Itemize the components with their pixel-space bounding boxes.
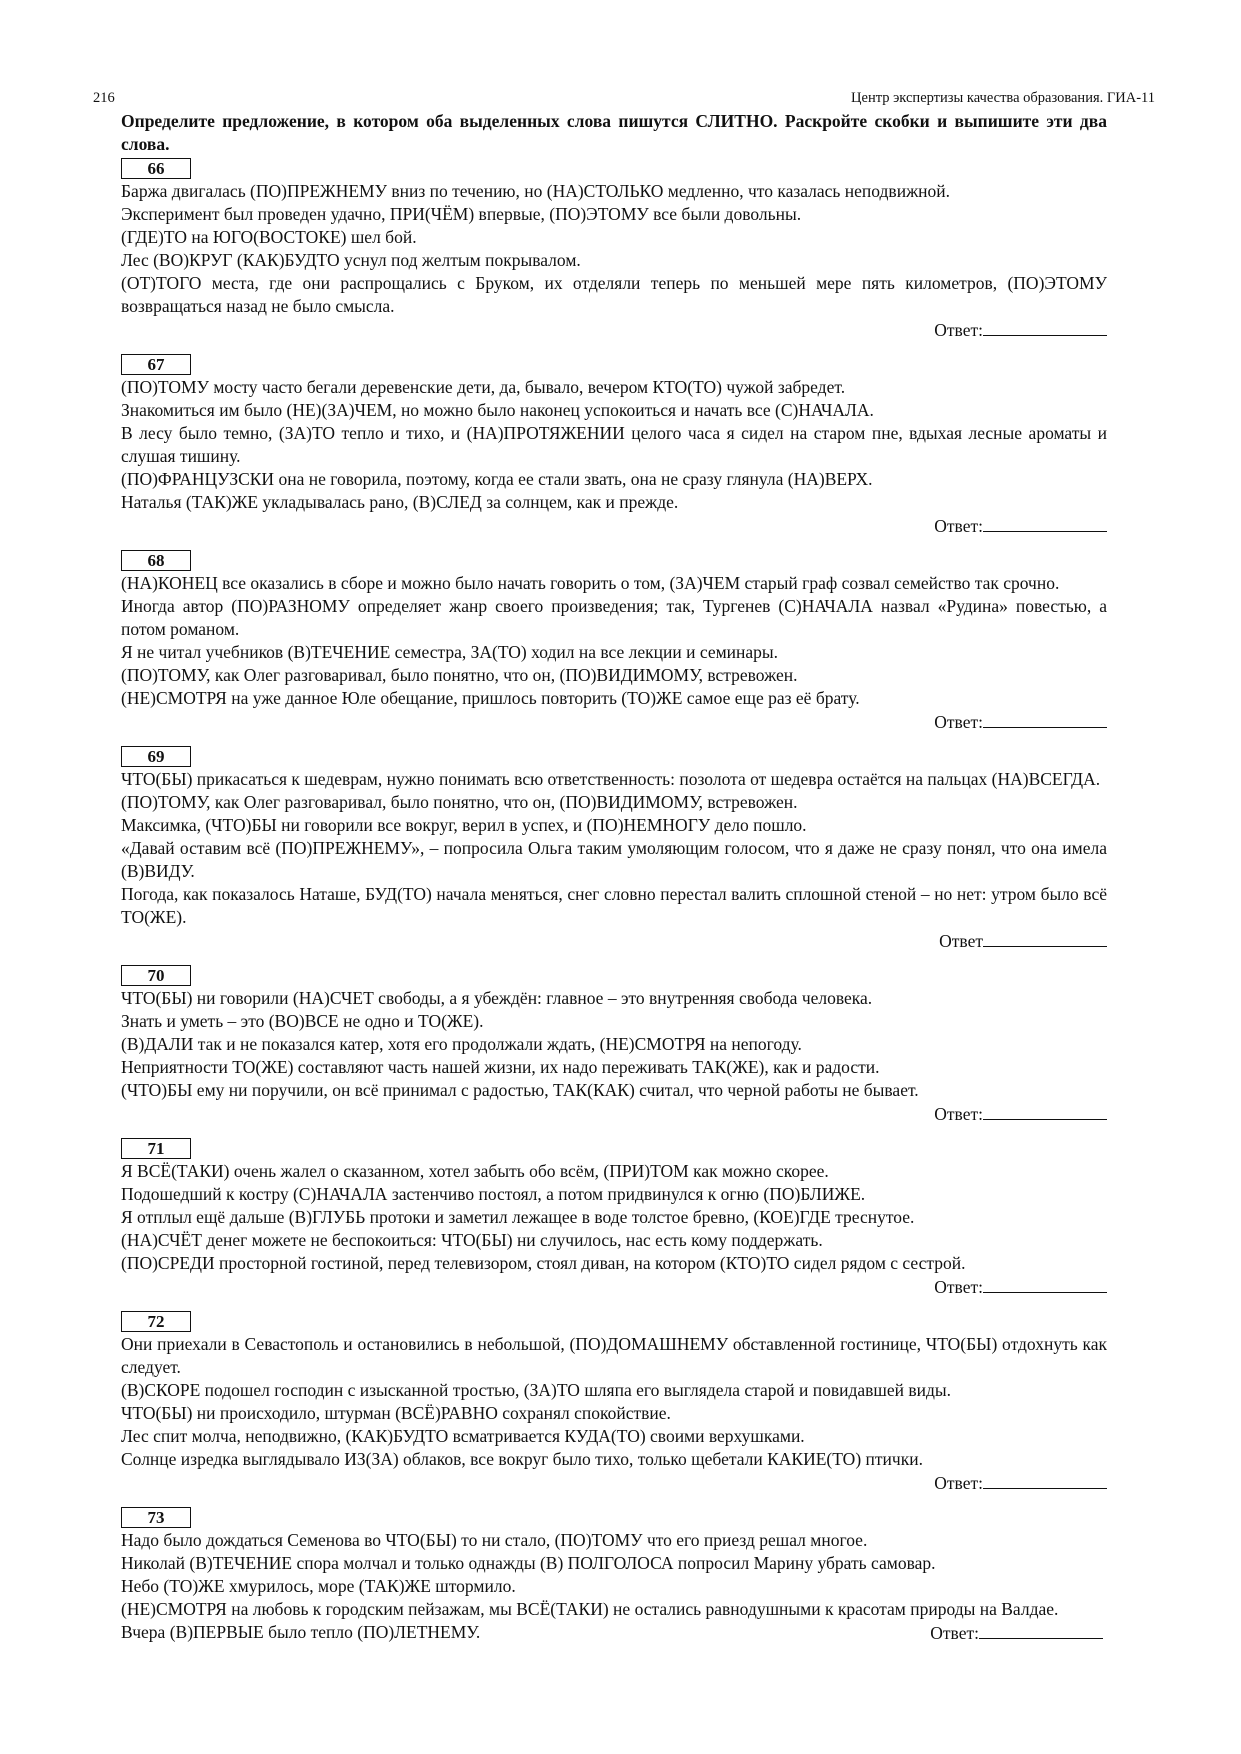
task-number-box: 67 <box>121 354 191 375</box>
sentence: (В)СКОРЕ подошел господин с изысканной тростью, (ЗА)ТО шляпа его выглядела старой и повидавшей виды. <box>121 1380 952 1400</box>
sentence: Лес (ВО)КРУГ (КАК)БУДТО уснул под желтым покрывалом. <box>121 250 581 270</box>
task-71 <box>121 1137 1107 1298</box>
answer-row <box>121 1471 1107 1494</box>
sentence: Иногда автор (ПО)РАЗНОМУ определяет жанр своего произведения; так, Тургенев (С)НАЧАЛА назвал «Рудина» повестью, а потом романом. <box>121 596 1107 639</box>
sentence: (ОТ)ТОГО места, где они распрощались с Бруком, их отделяли теперь по меньшей мере пять километров, (ПО)ЭТОМУ возвращаться назад не было смысла. <box>121 273 1107 316</box>
sentence: (ГДЕ)ТО на ЮГО(ВОСТОКЕ) шел бой. <box>121 227 417 247</box>
task-69 <box>121 745 1107 952</box>
page-number: 216 <box>93 90 115 106</box>
sentence: «Давай оставим всё (ПО)ПРЕЖНЕМУ», – попросила Ольга таким умоляющим голосом, что я даже не сразу понял, что она имела (В)ВИДУ. <box>121 838 1107 881</box>
answer-field[interactable] <box>983 318 1107 336</box>
answer-row <box>121 929 1107 952</box>
sentence: (НЕ)СМОТРЯ на уже данное Юле обещание, пришлось повторить (ТО)ЖЕ самое еще раз её брату. <box>121 688 860 708</box>
answer-label: Ответ: <box>934 1473 983 1493</box>
answer-field[interactable] <box>983 710 1107 728</box>
sentence: Вчера (В)ПЕРВЫЕ было тепло (ПО)ЛЕТНЕМУ. <box>121 1622 481 1642</box>
sentence: (НЕ)СМОТРЯ на любовь к городским пейзажам, мы ВСЁ(ТАКИ) не остались равнодушными к красотам природы на Валдае. <box>121 1599 1059 1619</box>
sentence: ЧТО(БЫ) ни происходило, штурман (ВСЁ)РАВНО сохранял спокойствие. <box>121 1403 671 1423</box>
answer-label: Ответ: <box>934 1277 983 1297</box>
task-number-box: 71 <box>121 1138 191 1159</box>
sentence: (ПО)ФРАНЦУЗСКИ она не говорила, поэтому, когда ее стали звать, она не сразу глянула (НА)ВЕРХ. <box>121 469 873 489</box>
task-72 <box>121 1310 1107 1494</box>
task-number-box: 66 <box>121 158 191 179</box>
sentence: (НА)КОНЕЦ все оказались в сборе и можно было начать говорить о том, (ЗА)ЧЕМ старый граф созвал семейство так срочно. <box>121 573 1060 593</box>
answer-row <box>121 514 1107 537</box>
answer-field[interactable] <box>983 1471 1107 1489</box>
sentence: Я отплыл ещё дальше (В)ГЛУБЬ протоки и заметил лежащее в воде толстое бревно, (КОЕ)ГДЕ треснутое. <box>121 1207 915 1227</box>
answer-label: Ответ: <box>934 320 983 340</box>
last-sentence-row <box>121 1621 1107 1644</box>
sentence: Я не читал учебников (В)ТЕЧЕНИЕ семестра, ЗА(ТО) ходил на все лекции и семинары. <box>121 642 779 662</box>
sentence: (ПО)СРЕДИ просторной гостиной, перед телевизором, стоял диван, на котором (КТО)ТО сидел рядом с сестрой. <box>121 1253 966 1273</box>
task-73 <box>121 1506 1107 1644</box>
sentence: Лес спит молча, неподвижно, (КАК)БУДТО всматривается КУДА(ТО) своими верхушками. <box>121 1426 805 1446</box>
task-number-box: 72 <box>121 1311 191 1332</box>
header-org-title: Центр экспертизы качества образования. ГИА-11 <box>851 90 1155 106</box>
sentence: Неприятности ТО(ЖЕ) составляют часть нашей жизни, их надо переживать ТАК(ЖЕ), как и радости. <box>121 1057 880 1077</box>
answer-label: Ответ: <box>930 1623 979 1643</box>
sentence: ЧТО(БЫ) прикасаться к шедеврам, нужно понимать всю ответственность: позолота от шедевра остаётся на пальцах (НА)ВСЕГДА. <box>121 769 1101 789</box>
sentence: (В)ДАЛИ так и не показался катер, хотя его продолжали ждать, (НЕ)СМОТРЯ на непогоду. <box>121 1034 802 1054</box>
sentence: (НА)СЧЁТ денег можете не беспокоиться: ЧТО(БЫ) ни случилось, нас есть кому поддержать. <box>121 1230 823 1250</box>
sentence: Наталья (ТАК)ЖЕ укладывалась рано, (В)СЛЕД за солнцем, как и прежде. <box>121 492 679 512</box>
sentence: Баржа двигалась (ПО)ПРЕЖНЕМУ вниз по течению, но (НА)СТОЛЬКО медленно, что казалась неподвижной. <box>121 181 951 201</box>
sentence: Максимка, (ЧТО)БЫ ни говорили все вокруг, верил в успех, и (ПО)НЕМНОГУ дело пошло. <box>121 815 807 835</box>
answer-label: Ответ: <box>934 516 983 536</box>
task-66 <box>121 157 1107 341</box>
answer-field[interactable] <box>983 1102 1107 1120</box>
answer-field[interactable] <box>983 514 1107 532</box>
task-70 <box>121 964 1107 1125</box>
sentence: Подошедший к костру (С)НАЧАЛА застенчиво постоял, а потом придвинулся к огню (ПО)БЛИЖЕ. <box>121 1184 866 1204</box>
sentence: Знать и уметь – это (ВО)ВСЕ не одно и ТО(ЖЕ). <box>121 1011 484 1031</box>
answer-label: Ответ <box>939 931 983 951</box>
sentence: (ПО)ТОМУ, как Олег разговаривал, было понятно, что он, (ПО)ВИДИМОМУ, встревожен. <box>121 665 798 685</box>
task-number-box: 70 <box>121 965 191 986</box>
sentence: Я ВСЁ(ТАКИ) очень жалел о сказанном, хотел забыть обо всём, (ПРИ)ТОМ как можно скорее. <box>121 1161 829 1181</box>
sentence: Николай (В)ТЕЧЕНИЕ спора молчал и только однажды (В) ПОЛГОЛОСА попросил Марину убрать самовар. <box>121 1553 936 1573</box>
sentence: Солнце изредка выглядывало ИЗ(ЗА) облаков, все вокруг было тихо, только щебетали КАКИЕ(ТО) птички. <box>121 1449 923 1469</box>
answer-row <box>121 710 1107 733</box>
sentence: (ПО)ТОМУ, как Олег разговаривал, было понятно, что он, (ПО)ВИДИМОМУ, встревожен. <box>121 792 798 812</box>
sentence: (ПО)ТОМУ мосту часто бегали деревенские дети, да, бывало, вечером КТО(ТО) чужой забредет. <box>121 377 846 397</box>
task-number-box: 68 <box>121 550 191 571</box>
sentence: Эксперимент был проведен удачно, ПРИ(ЧЁМ) впервые, (ПО)ЭТОМУ все были довольны. <box>121 204 802 224</box>
sentence: Знакомиться им было (НЕ)(ЗА)ЧЕМ, но можно было наконец успокоиться и начать все (С)НАЧАЛА. <box>121 400 874 420</box>
task-number-box: 69 <box>121 746 191 767</box>
sentence: Надо было дождаться Семенова во ЧТО(БЫ) то ни стало, (ПО)ТОМУ что его приезд решал многое. <box>121 1530 868 1550</box>
content <box>121 110 1107 1644</box>
task-instruction: Определите предложение, в котором оба выделенных слова пишутся СЛИТНО. Раскройте скобки и выпишите эти два слова. <box>121 111 1107 154</box>
sentence: Они приехали в Севастополь и остановились в небольшой, (ПО)ДОМАШНЕМУ обставленной гостинице, ЧТО(БЫ) отдохнуть как следует. <box>121 1334 1107 1377</box>
answer-label: Ответ: <box>934 712 983 732</box>
answer-field[interactable] <box>979 1621 1103 1639</box>
sentence: Погода, как показалось Наташе, БУД(ТО) начала меняться, снег словно перестал валить сплошной стеной – но нет: утром было всё ТО(ЖЕ). <box>121 884 1107 927</box>
answer-label: Ответ: <box>934 1104 983 1124</box>
answer-field[interactable] <box>983 1275 1107 1293</box>
sentence: (ЧТО)БЫ ему ни поручили, он всё принимал с радостью, ТАК(КАК) считал, что черной работы не бывает. <box>121 1080 919 1100</box>
answer-row <box>121 318 1107 341</box>
task-number-box: 73 <box>121 1507 191 1528</box>
sentence: Небо (ТО)ЖЕ хмурилось, море (ТАК)ЖЕ штормило. <box>121 1576 516 1596</box>
answer-row <box>121 1102 1107 1125</box>
task-68 <box>121 549 1107 733</box>
task-67 <box>121 353 1107 537</box>
sentence: В лесу было темно, (ЗА)ТО тепло и тихо, и (НА)ПРОТЯЖЕНИИ целого часа я сидел на старом пне, вдыхая лесные ароматы и слушая тишину. <box>121 423 1107 466</box>
answer-field[interactable] <box>983 929 1107 947</box>
sentence: ЧТО(БЫ) ни говорили (НА)СЧЕТ свободы, а я убеждён: главное – это внутренняя свобода человека. <box>121 988 873 1008</box>
answer-row <box>121 1275 1107 1298</box>
